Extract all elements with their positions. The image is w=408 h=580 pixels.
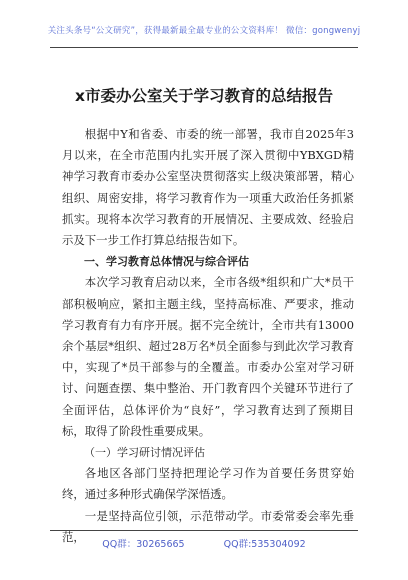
document-title: x市委办公室关于学习教育的总结报告: [75, 87, 333, 105]
header-divider: [50, 47, 358, 48]
footer-contacts: [0, 536, 408, 550]
subsection-heading-1: （一）学习研讨情况评估: [84, 446, 205, 460]
footer-divider: [50, 530, 358, 531]
top-notice: 关注头条号“公文研究”，获得最新最全最专业的公文资料库！ 微信：gongwenyj: [47, 26, 361, 36]
intro-paragraph: 根据中Y和省委、市委的统一部署，我市自2025年3月以来，在全市范围内扎实开展了深入贯彻中YBXGD精神学习教育市委办公室坚决贯彻落实上级决策部署，精心组织、周密安排，将学习教育作为一项重大政治任务抓紧抓实。现将本次学习教育的开展情况、主要成效、经验启示及下一步工作打算总结报告如下。: [62, 127, 354, 248]
document-body: [62, 124, 354, 548]
section-heading-1: 一、学习教育总体情况与综合评估: [84, 255, 249, 269]
qq-group-2: QQ群:535304092: [223, 539, 306, 550]
subsection-1-paragraph: 各地区各部门坚持把理论学习作为首要任务贯穿始终，通过多种形式确保学深悟透。: [62, 466, 354, 502]
qq-group-1: QQ群：30265665: [102, 539, 185, 550]
subsection-1-point-1: 一是坚持高位引领，示范带动学。市委常委会率先垂范，: [62, 508, 354, 544]
section-1-paragraph: 本次学习教育启动以来，全市各级*组织和广大*员干部积极响应，紧扣主题主线，坚持高标准、严要求，推动学习教育有力有序开展。据不完全统计，全市共有13000余个基层*组织、超过28万名*员全面参与到此次学习教育中，实现了*员干部参与的全覆盖。市委办公室对学习研讨、问题查摆、集中整治、开门教育四个关键环节进行了全面评估，总体评价为“良好”，学习教育达到了预期目标，取得了阶段性重要成果。: [62, 275, 354, 438]
